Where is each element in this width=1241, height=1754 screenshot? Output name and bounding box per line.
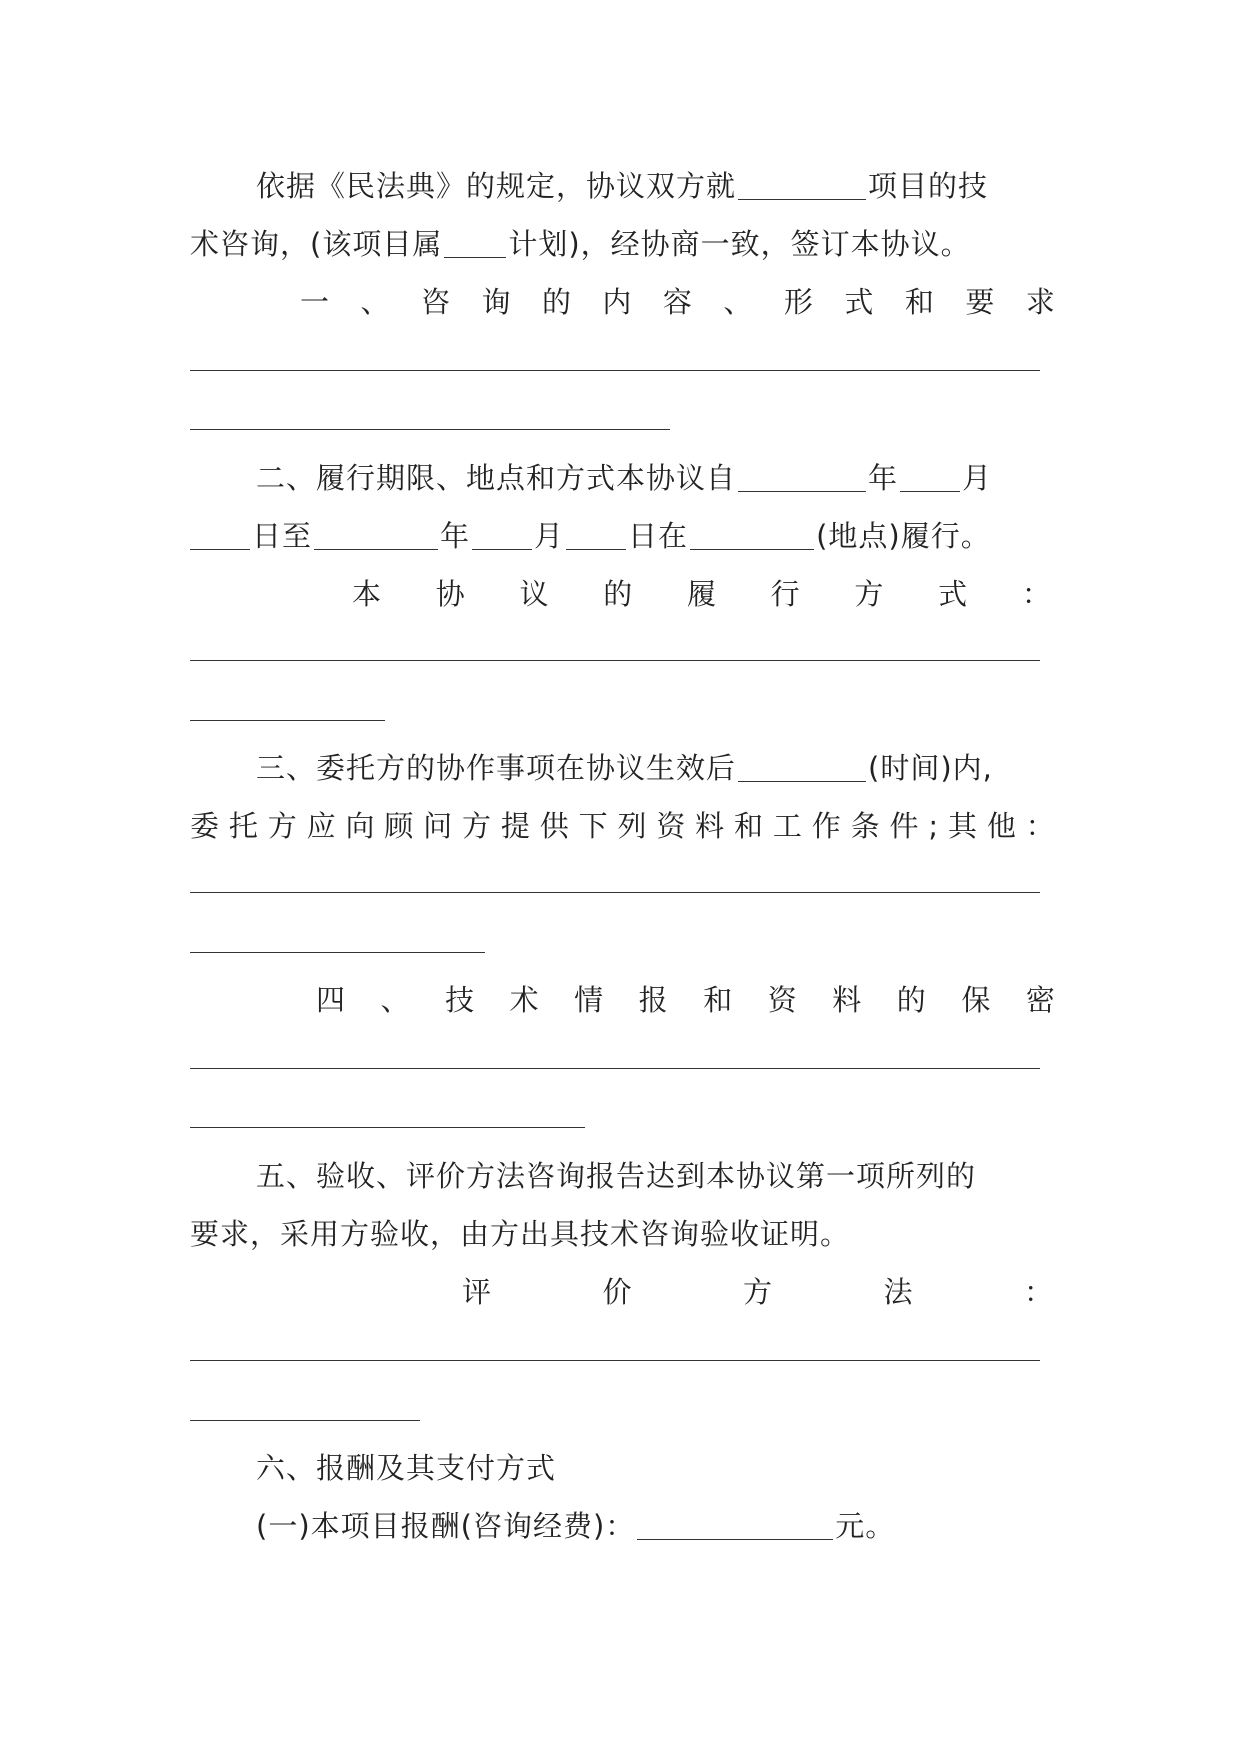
s3-text-1a: 三、委托方的协作事项在协议生效后 — [256, 751, 737, 785]
s2-text-2a: 日至 — [252, 519, 313, 553]
s3-text-1b: (时间)内, — [868, 751, 993, 785]
s3l2-char: 他 — [986, 809, 1017, 843]
end-month-blank[interactable] — [472, 523, 532, 550]
s5l3-char: ： — [1023, 1275, 1054, 1309]
intro-line-2 — [190, 224, 1056, 264]
section-3-fill-line-2[interactable] — [190, 952, 485, 953]
section-3-fill-line-1[interactable] — [190, 892, 1040, 893]
intro-text-1a: 依据《民法典》的规定，协议双方就 — [256, 169, 737, 203]
s4h-char: 四 — [316, 983, 347, 1017]
s1h-char: 要 — [965, 285, 996, 319]
s3l2-char: 资 — [656, 809, 687, 843]
section-2-line-2 — [190, 516, 1056, 556]
start-day-blank[interactable] — [190, 523, 250, 550]
s3l2-char: 作 — [811, 809, 842, 843]
s2m-char: 式 — [938, 577, 969, 611]
s2-text-2c: 月 — [534, 519, 565, 553]
section-2-fill-line-1[interactable] — [190, 660, 1040, 661]
section-4-fill-line-2[interactable] — [190, 1127, 585, 1128]
s1h-char: 、 — [360, 285, 391, 319]
s3l2-char: 和 — [734, 809, 765, 843]
end-year-blank[interactable] — [314, 523, 438, 550]
s2-text-1b: 年 — [868, 461, 899, 495]
s4h-char: 、 — [380, 983, 411, 1017]
section-2-fill-line-2[interactable] — [190, 720, 385, 721]
section-4-fill-line-1[interactable] — [190, 1068, 1040, 1069]
s3l2-char: 顾 — [384, 809, 415, 843]
section-2-method-label — [352, 574, 1052, 614]
s5l3-char: 法 — [883, 1275, 914, 1309]
section-4-heading — [316, 980, 1056, 1020]
fee-amount-blank[interactable] — [637, 1513, 833, 1540]
section-6-line-1 — [190, 1506, 1056, 1546]
s6-text-1a: (一)本项目报酬(咨询经费)： — [256, 1509, 636, 1543]
s2-text-1a: 二、履行期限、地点和方式本协议自 — [256, 461, 737, 495]
section-3-line-2 — [190, 806, 1056, 846]
s5-text-1: 五、验收、评价方法咨询报告达到本协议第一项所列的 — [256, 1159, 977, 1193]
s3l2-char: ; — [928, 809, 940, 843]
plan-name-blank[interactable] — [444, 231, 506, 258]
s4h-char: 密 — [1025, 983, 1056, 1017]
section-5-fill-line-2[interactable] — [190, 1420, 420, 1421]
s3l2-char: 托 — [228, 809, 259, 843]
s5l3-char: 方 — [742, 1275, 773, 1309]
s3l2-char: 向 — [345, 809, 376, 843]
s4h-char: 技 — [445, 983, 476, 1017]
s5l3-char: 价 — [602, 1275, 633, 1309]
s3l2-char: 提 — [500, 809, 531, 843]
section-1-fill-line-2[interactable] — [190, 429, 670, 430]
s1h-char: 的 — [541, 285, 572, 319]
s1h-char: 容 — [662, 285, 693, 319]
intro-text-2a: 术咨询，(该项目属 — [190, 227, 443, 261]
s2m-char: 行 — [770, 577, 801, 611]
s2m-char: 方 — [854, 577, 885, 611]
s3l2-char: ： — [1025, 809, 1056, 843]
intro-text-2b: 计划)，经协商一致，签订本协议。 — [508, 227, 971, 261]
s2-text-1c: 月 — [962, 461, 993, 495]
section-5-evaluation-label — [462, 1272, 1054, 1312]
s1h-char: 咨 — [420, 285, 451, 319]
s2m-char: 协 — [435, 577, 466, 611]
section-6-heading — [190, 1448, 1056, 1488]
s3l2-char: 问 — [423, 809, 454, 843]
s1h-char: 求 — [1025, 285, 1056, 319]
s6-text-1b: 元。 — [835, 1509, 896, 1543]
project-name-blank[interactable] — [738, 173, 866, 200]
s3l2-char: 供 — [539, 809, 570, 843]
section-1-heading — [300, 282, 1056, 322]
s3l2-char: 列 — [617, 809, 648, 843]
s3l2-char: 料 — [695, 809, 726, 843]
s1h-char: 形 — [783, 285, 814, 319]
time-period-blank[interactable] — [738, 755, 866, 782]
s6-heading-text: 六、报酬及其支付方式 — [256, 1451, 557, 1485]
start-year-blank[interactable] — [738, 465, 866, 492]
s2m-char: 的 — [603, 577, 634, 611]
s3l2-char: 件 — [889, 809, 920, 843]
s3l2-char: 应 — [306, 809, 337, 843]
start-month-blank[interactable] — [900, 465, 960, 492]
s2m-char: ： — [1021, 577, 1052, 611]
s1h-char: 内 — [602, 285, 633, 319]
s3l2-char: 其 — [947, 809, 978, 843]
section-3-line-1 — [190, 748, 1056, 788]
s4h-char: 资 — [767, 983, 798, 1017]
s1h-char: 一 — [300, 285, 331, 319]
section-5-fill-line-1[interactable] — [190, 1360, 1040, 1361]
s4h-char: 的 — [896, 983, 927, 1017]
section-5-line-2 — [190, 1214, 1056, 1254]
section-2-line-1 — [190, 458, 1056, 498]
s1h-char: 和 — [904, 285, 935, 319]
s1h-char: 、 — [723, 285, 754, 319]
end-day-blank[interactable] — [566, 523, 626, 550]
intro-line-1 — [190, 166, 1056, 206]
s4h-char: 和 — [703, 983, 734, 1017]
s3l2-char: 方 — [267, 809, 298, 843]
s2m-char: 本 — [352, 577, 383, 611]
s4h-char: 料 — [832, 983, 863, 1017]
s4h-char: 情 — [574, 983, 605, 1017]
s2-text-2e: (地点)履行。 — [816, 519, 991, 553]
s3l2-char: 委 — [190, 809, 221, 843]
s2m-char: 履 — [686, 577, 717, 611]
s2m-char: 议 — [519, 577, 550, 611]
s3l2-char: 工 — [772, 809, 803, 843]
s3l2-char: 方 — [462, 809, 493, 843]
s4h-char: 术 — [509, 983, 540, 1017]
section-5-line-1 — [190, 1156, 1056, 1196]
s2-text-2d: 日在 — [628, 519, 689, 553]
s2-text-2b: 年 — [440, 519, 471, 553]
s1h-char: 式 — [844, 285, 875, 319]
section-1-fill-line-1[interactable] — [190, 370, 1040, 371]
location-blank[interactable] — [690, 523, 814, 550]
s5-text-2: 要求，采用方验收，由方出具技术咨询验收证明。 — [190, 1217, 851, 1251]
s5l3-char: 评 — [462, 1275, 493, 1309]
s4h-char: 报 — [638, 983, 669, 1017]
s4h-char: 保 — [961, 983, 992, 1017]
s3l2-char: 条 — [850, 809, 881, 843]
s3l2-char: 下 — [578, 809, 609, 843]
s1h-char: 询 — [481, 285, 512, 319]
intro-text-1b: 项目的技 — [868, 169, 989, 203]
